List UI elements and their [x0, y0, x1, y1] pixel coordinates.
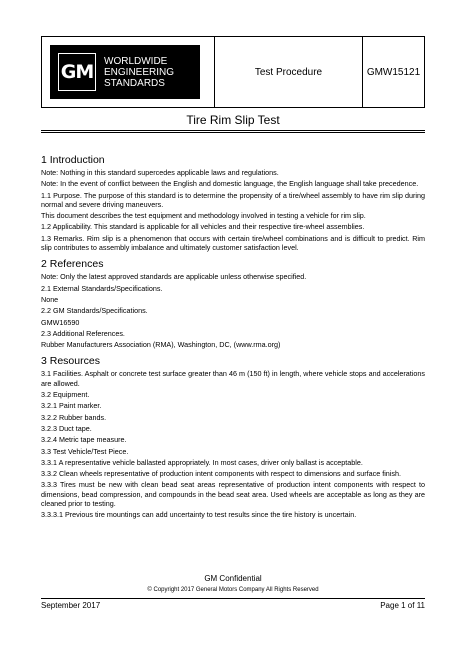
doc-number: GMW15121	[366, 66, 421, 78]
paragraph: 1.3 Remarks. Rim slip is a phenomenon that occurs with certain tire/wheel combinations and is difficult to predict. Rim slip contributes to assembly imbalance and ultimately customer satisfaction level.	[41, 233, 425, 253]
section-heading-references: 2 References	[41, 258, 104, 271]
org-name	[104, 56, 174, 89]
paragraph: 2.1 External Standards/Specifications.	[41, 283, 163, 293]
title-rule-bottom	[41, 132, 425, 133]
paragraph: 3.2.1 Paint marker.	[41, 401, 102, 411]
paragraph: Rubber Manufacturers Association (RMA), Washington, DC, (www.rma.org)	[41, 340, 281, 350]
section-heading-resources: 3 Resources	[41, 355, 100, 368]
paragraph: 1.2 Applicability. This standard is applicable for all vehicles and their respective tire-wheel assemblies.	[41, 222, 365, 232]
paragraph: Note: Only the latest approved standards are applicable unless otherwise specified.	[41, 272, 307, 282]
copyright-notice: © Copyright 2017 General Motors Company All Rights Reserved	[147, 587, 319, 593]
paragraph: This document describes the test equipment and methodology involved in testing a vehicle for rim slip.	[41, 211, 366, 221]
publication-date: September 2017	[41, 601, 101, 610]
paragraph: 2.2 GM Standards/Specifications.	[41, 306, 148, 316]
paragraph: 3.3.1 A representative vehicle ballasted appropriately. In most cases, driver only ballast is acceptable.	[41, 457, 363, 467]
paragraph: 3.2 Equipment.	[41, 390, 90, 400]
page-title: Tire Rim Slip Test	[186, 113, 280, 127]
paragraph: 3.3.2 Clean wheels representative of production intent components with respect to dimensions and surface finish.	[41, 469, 401, 479]
title-rule-top	[41, 130, 425, 131]
paragraph: Note: In the event of conflict between the English and domestic language, the English language shall take precedence.	[41, 179, 419, 189]
logo-cell	[42, 37, 215, 107]
paragraph: 3.2.4 Metric tape measure.	[41, 435, 127, 445]
org-name-line-3: STANDARDS	[104, 77, 165, 89]
paragraph: 3.3.3.1 Previous tire mountings can add uncertainty to test results since the tire history is uncertain.	[41, 510, 357, 520]
section-heading-introduction: 1 Introduction	[41, 154, 105, 166]
doc-type: Test Procedure	[215, 37, 363, 107]
paragraph: 3.2.2 Rubber bands.	[41, 412, 107, 422]
gm-logo-block	[50, 45, 200, 99]
paragraph: GMW16590	[41, 317, 80, 327]
paragraph: 2.3 Additional References.	[41, 328, 125, 338]
paragraph: 3.3 Test Vehicle/Test Piece.	[41, 446, 129, 456]
paragraph: 3.1 Facilities. Asphalt or concrete test surface greater than 46 m (150 ft) in length, where vehicle stops and accelerations are allowed.	[41, 369, 425, 388]
paragraph: None	[41, 294, 59, 304]
paragraph: 3.2.3 Duct tape.	[41, 423, 92, 433]
confidential-label: GM Confidential	[204, 574, 262, 583]
paragraph: 1.1 Purpose. The purpose of this standard is to determine the propensity of a tire/wheel assembly to have rim slip during normal and severe driving maneuvers.	[41, 190, 425, 209]
document-header	[41, 36, 425, 108]
org-name-line-2: ENGINEERING	[104, 66, 175, 78]
org-name-line-1: WORLDWIDE	[104, 55, 168, 67]
paragraph: 3.3.3 Tires must be new with clean bead seat areas representative of production intent components with respect to dimensions, bead compression, and compounds in the bead seat area. Used wheels are acceptable as long as they are cleaned prior to testing.	[41, 480, 425, 509]
gm-logo: GM	[58, 53, 96, 91]
page-number: Page 1 of 11	[380, 601, 425, 610]
document-body	[41, 154, 425, 522]
footer-rule	[41, 598, 425, 599]
paragraph: Note: Nothing in this standard supercedes applicable laws and regulations.	[41, 168, 279, 177]
